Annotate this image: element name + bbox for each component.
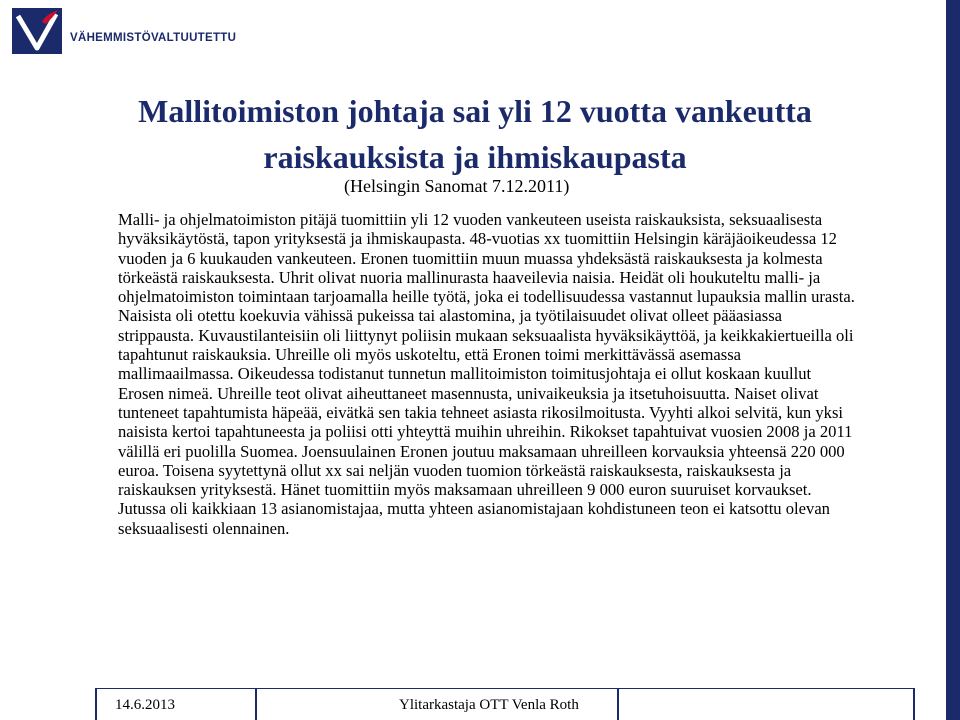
slide-title: Mallitoimiston johtaja sai yli 12 vuotta vankeutta raiskauksista ja ihmiskaupasta — [138, 93, 812, 175]
logo-text: VÄHEMMISTÖVALTUUTETTU — [70, 32, 237, 44]
source-citation: (Helsingin Sanomat 7.12.2011) — [344, 176, 570, 196]
v-emblem-icon — [12, 8, 62, 54]
footer-divider — [617, 689, 619, 720]
footer-divider — [913, 689, 915, 720]
right-edge-bar — [946, 0, 960, 720]
organization-logo — [12, 8, 237, 58]
footer-divider — [95, 689, 97, 720]
footer-divider — [255, 689, 257, 720]
body-text: Malli- ja ohjelmatoimiston pitäjä tuomittiin yli 12 vuoden vankeuteen useista raiskauksista, seksuaalisesta hyväksikäytöstä, tapon yrityksestä ja ihmiskaupasta. 48-vuotias xx tuomittiin Helsingin käräjäoikeudessa 12 vuoden ja 6 kuukauden vankeuteen. Eronen tuomittiin muun muassa yhdeksästä raiskauksesta ja kolmesta törkeästä raiskauksesta. Uhrit olivat nuoria mallinurasta haaveilevia naisia. Heidät oli houkuteltu malli- ja ohjelmatoimiston toimintaan tarjoamalla heille työtä, joka ei todellisuudessa vastannut lupauksia mallin urasta. Naisista oli otettu koekuvia vähissä pukeissa tai alastomina, ja työtilaisuudet olivat olleet pääasiassa strippausta. Kuvaustilanteisiin oli liittynyt poliisin mukaan seksuaalista hyväksikäyttöä, ja keikkakiertueilla oli tapahtunut raiskauksia. Uhreille oli myös uskoteltu, että Eronen toimi merkittävässä asemassa mallimaailmassa. Oikeudessa todistanut tunnetun mallitoimiston toimitusjohtaja ei ollut koskaan kuullut Erosen nimeä. Uhreille teot olivat aiheuttaneet masennusta, univaikeuksia ja itsetuhoisuutta. Naiset olivat tunteneet tapahtumista häpeää, eivätkä sen takia tehneet asiasta rikosilmoitusta. Vyyhti alkoi selvitä, kun yksi naisista kertoi tapahtuneesta ja poliisi otti yhteyttä muihin uhreihin. Rikokset tapahtuivat vuosien 2008 ja 2011 välillä eri puolilla Suomea. Joensuulainen Eronen joutuu maksamaan uhreilleen korvauksia yhteensä 220 000 euroa. Toisena syytettynä ollut xx sai neljän vuoden tuomion törkeästä raiskauksesta, raiskauksesta ja raiskauksen yrityksestä. Hänet tuomittiin myös maksamaan uhreilleen 9 000 euron suuruiset korvaukset. Jutussa oli kaikkiaan 13 asianomistajaa, mutta yhteen asianomistajaan kohdistuneen teon ei katsottu olevan seksuaalisesti olennainen. — [118, 210, 855, 538]
footer-author: Ylitarkastaja OTT Venla Roth — [399, 697, 579, 713]
footer — [95, 688, 915, 720]
footer-date: 14.6.2013 — [115, 697, 175, 713]
